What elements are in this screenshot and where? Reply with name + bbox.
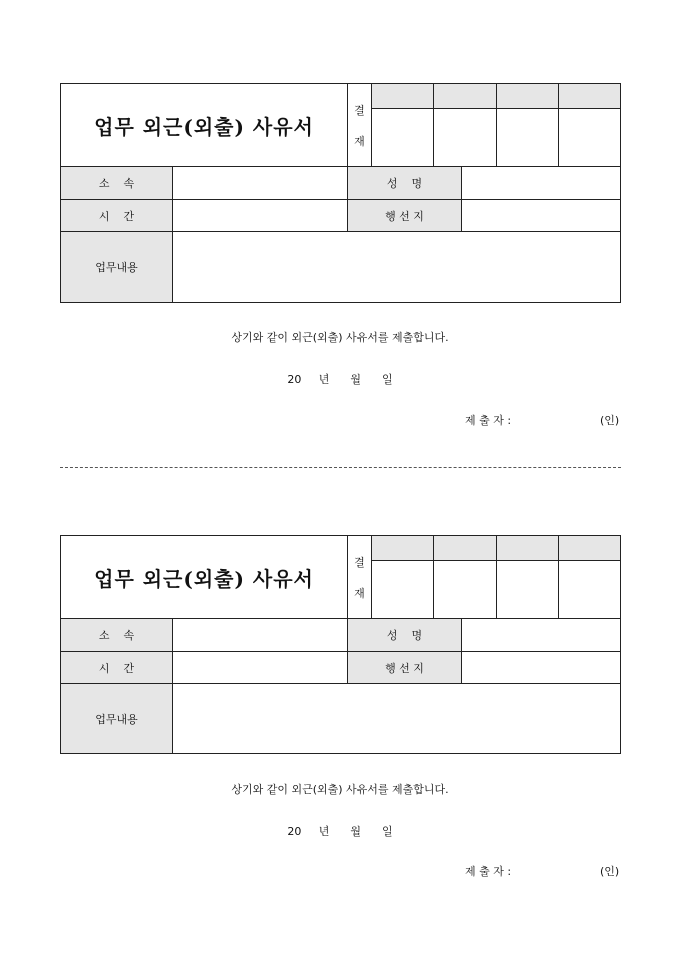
row-affiliation: [60, 167, 621, 200]
destination-label: 행 선 지: [348, 200, 462, 231]
name-field[interactable]: [462, 167, 620, 199]
destination-field[interactable]: [462, 652, 620, 683]
submitter-label: 제 출 자 :: [465, 414, 512, 427]
destination-field[interactable]: [462, 200, 620, 231]
work-field[interactable]: [173, 232, 620, 302]
statement: 상기와 같이 외근(외출) 사유서를 제출합니다.: [231, 783, 449, 796]
time-field[interactable]: [173, 652, 348, 683]
date-line: 20 년 월 일: [287, 825, 393, 838]
destination-label: 행 선 지: [348, 652, 462, 683]
name-label: 성 명: [348, 167, 462, 199]
seal-mark: (인): [600, 865, 620, 878]
work-label: 업무내용: [61, 684, 173, 753]
row-affiliation: [60, 619, 621, 652]
affiliation-field[interactable]: [173, 619, 348, 651]
approval-col-divider: [558, 84, 559, 166]
affiliation-field[interactable]: [173, 167, 348, 199]
name-field[interactable]: [462, 619, 620, 651]
approval-box: [347, 535, 621, 619]
work-field[interactable]: [173, 684, 620, 753]
form-2: [60, 535, 621, 755]
date-line: 20 년 월 일: [287, 373, 393, 386]
cut-line: [60, 467, 621, 468]
submitter-label: 제 출 자 :: [465, 865, 512, 878]
approval-col-divider: [433, 84, 434, 166]
row-time: [60, 200, 621, 232]
approval-label: [348, 84, 372, 166]
approval-label-bottom: 재: [354, 134, 365, 148]
approval-grid: [372, 84, 620, 166]
approval-label-bottom: 재: [354, 586, 365, 600]
work-label: 업무내용: [61, 232, 173, 302]
time-field[interactable]: [173, 200, 348, 231]
approval-label-top: 결: [354, 103, 365, 117]
approval-col-divider: [496, 84, 497, 166]
statement: 상기와 같이 외근(외출) 사유서를 제출합니다.: [231, 331, 449, 344]
approval-box: [347, 83, 621, 167]
seal-mark: (인): [600, 414, 620, 427]
form-title: 업무 외근(외출) 사유서: [60, 535, 348, 619]
row-work: [60, 684, 621, 754]
name-label: 성 명: [348, 619, 462, 651]
affiliation-label: 소 속: [61, 619, 173, 651]
approval-col-divider: [496, 536, 497, 618]
approval-col-divider: [558, 536, 559, 618]
approval-label: [348, 536, 372, 618]
approval-col-divider: [433, 536, 434, 618]
form-1: [60, 83, 621, 303]
approval-label-top: 결: [354, 555, 365, 569]
approval-grid: [372, 536, 620, 618]
row-work: [60, 232, 621, 303]
row-time: [60, 652, 621, 684]
time-label: 시 간: [61, 200, 173, 231]
form-title: 업무 외근(외출) 사유서: [60, 83, 348, 167]
time-label: 시 간: [61, 652, 173, 683]
affiliation-label: 소 속: [61, 167, 173, 199]
